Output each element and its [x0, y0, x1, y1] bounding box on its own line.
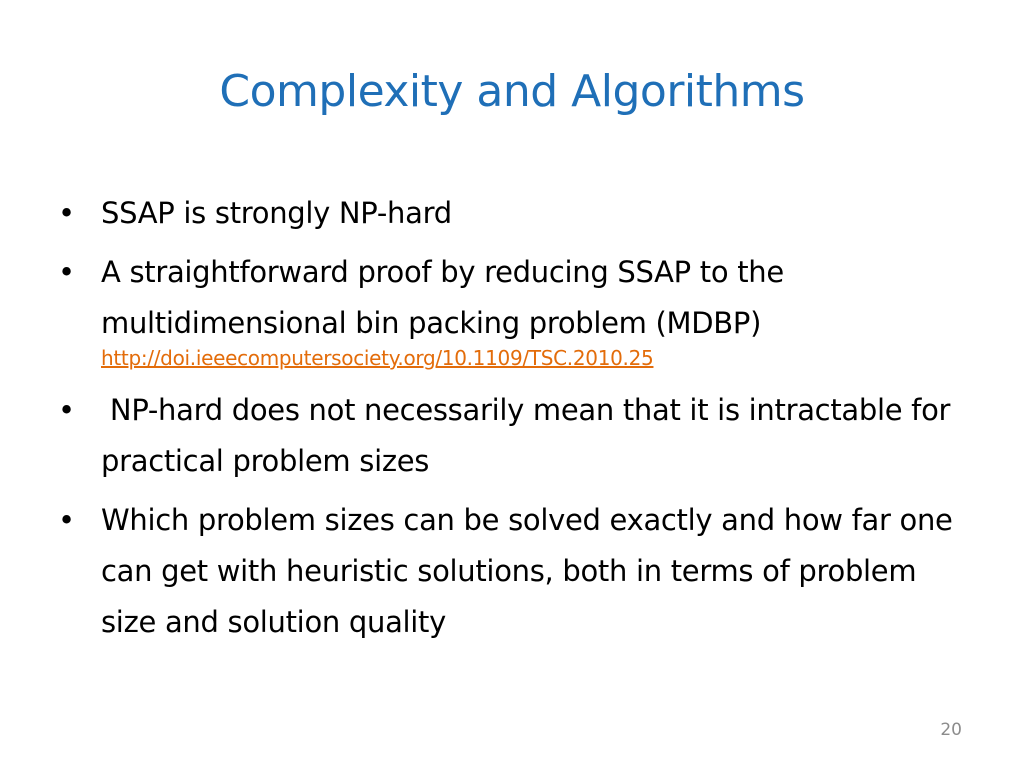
- bullet-marker: •: [58, 503, 75, 537]
- bullet-text: A straightforward proof by reducing SSAP to the multidimensional bin packing problem (MDBP): [101, 255, 784, 340]
- bullet-text: SSAP is strongly NP-hard: [101, 196, 452, 230]
- bullet-item: [58, 188, 978, 239]
- bullet-marker: •: [58, 196, 75, 230]
- bullet-marker: •: [58, 255, 75, 289]
- bullet-list: [58, 188, 978, 648]
- bullet-text: NP-hard does not necessarily mean that it is intractable for practical problem sizes: [101, 393, 960, 478]
- slide-title: Complexity and Algorithms: [219, 66, 805, 117]
- page-number: 20: [940, 720, 962, 740]
- reference-link[interactable]: http://doi.ieeecomputersociety.org/10.1109/TSC.2010.25: [101, 346, 654, 370]
- bullet-item: [58, 247, 978, 371]
- bullet-marker: •: [58, 393, 75, 427]
- reference-link-line: [101, 345, 978, 371]
- bullet-text: Which problem sizes can be solved exactly and how far one can get with heuristic solutions, both in terms of problem size and solution quality: [101, 503, 953, 639]
- bullet-item: [58, 495, 978, 648]
- bullet-item: [58, 385, 978, 487]
